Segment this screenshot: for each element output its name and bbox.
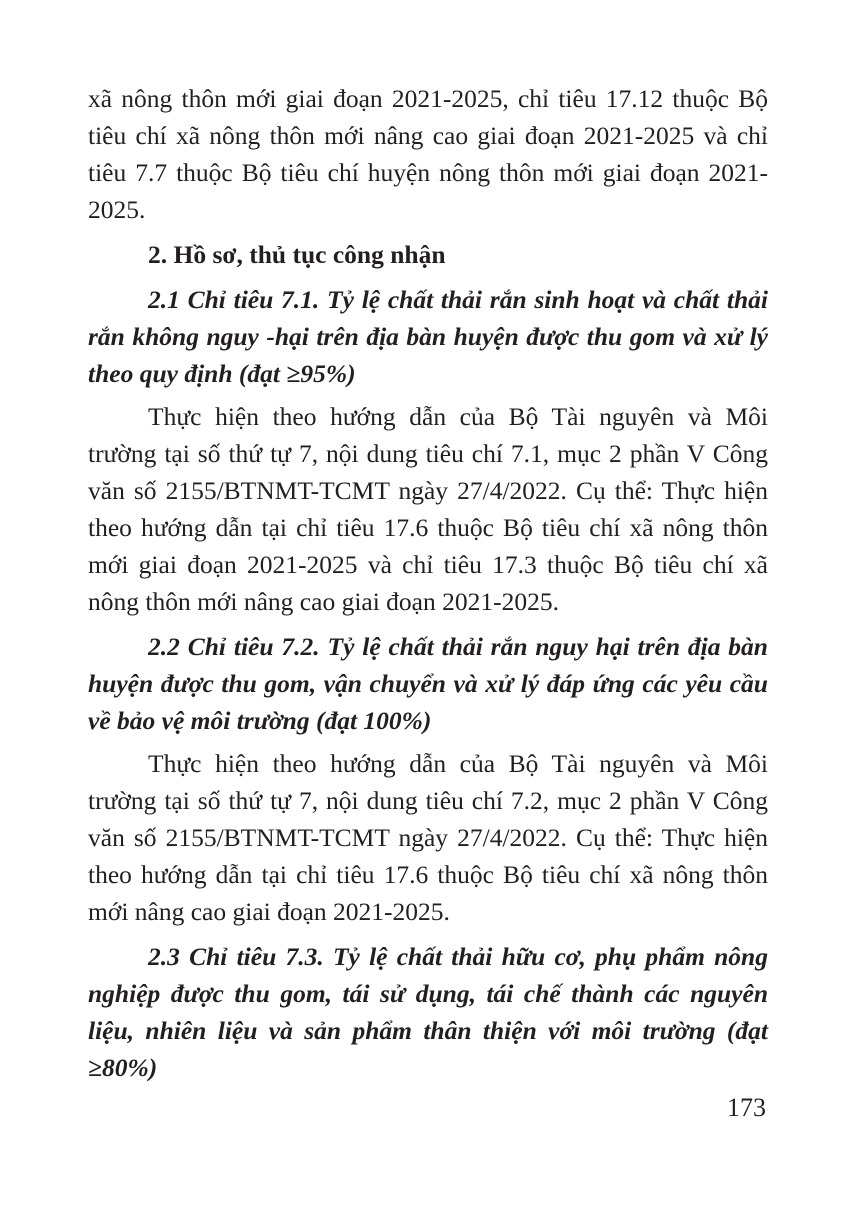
subsection-heading-2-1: 2.1 Chỉ tiêu 7.1. Tỷ lệ chất thải rắn sinh hoạt và chất thải rắn không nguy -hại trên địa bàn huyện được thu gom và xử lý theo quy định (đạt ≥95%) <box>88 285 768 388</box>
section-heading: 2. Hồ sơ, thủ tục công nhận <box>148 240 446 269</box>
page-number: 173 <box>727 1093 766 1122</box>
body-paragraph-2-2: Thực hiện theo hướng dẫn của Bộ Tài nguyên và Môi trường tại số thứ tự 7, nội dung tiêu chí 7.2, mục 2 phần V Công văn số 2155/BTNMT-TCMT ngày 27/4/2022. Cụ thể: Thực hiện theo hướng dẫn tại chỉ tiêu 17.6 thuộc Bộ tiêu chí xã nông thôn mới nâng cao giai đoạn 2021-2025. <box>88 749 768 926</box>
continuation-paragraph: xã nông thôn mới giai đoạn 2021-2025, chỉ tiêu 17.12 thuộc Bộ tiêu chí xã nông thôn mới nâng cao giai đoạn 2021-2025 và chỉ tiêu 7.7 thuộc Bộ tiêu chí huyện nông thôn mới giai đoạn 2021-2025. <box>88 84 768 224</box>
subsection-heading-2-2: 2.2 Chỉ tiêu 7.2. Tỷ lệ chất thải rắn nguy hại trên địa bàn huyện được thu gom, vận chuyển và xử lý đáp ứng các yêu cầu về bảo vệ môi trường (đạt 100%) <box>88 632 768 735</box>
page-body <box>88 80 768 1092</box>
subsection-heading-2-3: 2.3 Chỉ tiêu 7.3. Tỷ lệ chất thải hữu cơ, phụ phẩm nông nghiệp được thu gom, tái sử dụng, tái chế thành các nguyên liệu, nhiên liệu và sản phẩm thân thiện với môi trường (đạt ≥80%) <box>88 942 768 1082</box>
body-paragraph-2-1: Thực hiện theo hướng dẫn của Bộ Tài nguyên và Môi trường tại số thứ tự 7, nội dung tiêu chí 7.1, mục 2 phần V Công văn số 2155/BTNMT-TCMT ngày 27/4/2022. Cụ thể: Thực hiện theo hướng dẫn tại chỉ tiêu 17.6 thuộc Bộ tiêu chí xã nông thôn mới giai đoạn 2021-2025 và chỉ tiêu 17.3 thuộc Bộ tiêu chí xã nông thôn mới nâng cao giai đoạn 2021-2025. <box>88 402 768 616</box>
